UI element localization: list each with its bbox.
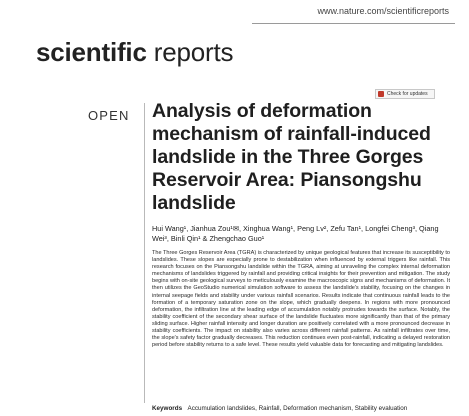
journal-name-light: reports (153, 37, 234, 67)
vertical-divider (144, 103, 145, 403)
journal-url[interactable]: www.nature.com/scientificreports (317, 6, 449, 16)
header-bar (0, 0, 469, 24)
keywords-line (152, 405, 452, 413)
keywords-list: Accumulation landslides, Rainfall, Deformation mechanism, Stability evaluation (187, 405, 408, 412)
author-list[interactable]: Hui Wang¹, Jianhua Zou¹✉, Xinghua Wang¹, Peng Lv², Zefu Tan¹, Longfei Cheng³, Qiang Wei³, Binli Qin¹ & Zhengchao Guo¹ (152, 224, 439, 243)
check-for-updates-button[interactable] (375, 89, 435, 99)
open-access-label: OPEN (88, 108, 130, 123)
header-divider (252, 23, 455, 24)
journal-name-bold: scientific (36, 37, 147, 67)
article-title: Analysis of deformation mechanism of rainfall-induced landslide in the Three Gorges Reservoir Area: Piansongshu landslide (152, 100, 431, 214)
keywords-label: Keywords (152, 405, 183, 412)
check-updates-icon (378, 91, 384, 97)
journal-logo[interactable] (36, 38, 233, 66)
check-updates-label: Check for updates (387, 91, 428, 97)
abstract-text: The Three Gorges Reservoir Area (TGRA) is characterized by unique geological features that increase its susceptibility to landslides. These slopes are especially prone to destabilization when influenced by external triggers like rainfall. This research focuses on the Piansongshu landslide within the TGRA, aiming at unraveling the complex internal deformation mechanisms of landslides triggered by rainfall and providing critical insights for their prevention and mitigation. The study begins with on-site geological surveys to meticulously examine the macroscopic signs and mechanisms of deformation. It then utilizes the GeoStudio numerical simulation software to assess the landslide's stability, focusing on the changes in internal seepage fields and stability under various rainfall scenarios. Results indicate that continuous rainfall leads to the formation of a temporary saturation zone on the slope, which gradually deepens. In regions with more pronounced deformation, the infiltration line at the leading edge of accumulation notably protrudes towards the surface. Notably, the stability coefficient of the secondary shear surface of the landslide fluctuates more significantly than that of the primary sliding surface. Higher rainfall intensity and longer duration are positively correlated with a more pronounced decrease in stability coefficients. The impact on stability also varies across different rainfall patterns. As rainfall infiltrates over time, the slope's safety factor gradually decreases. This reduction continues even post-rainfall, indicating a delayed restoration period before stability returns to a safe level. These results yield valuable data for forecasting and mitigating landslides. (152, 250, 450, 349)
